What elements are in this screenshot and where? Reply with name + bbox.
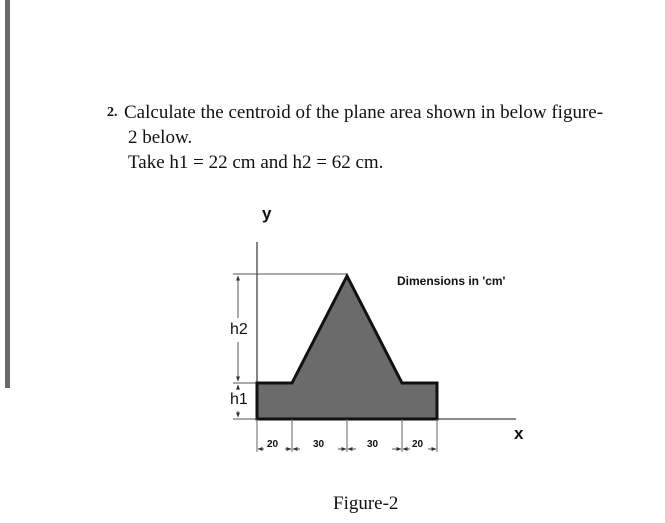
y-axis-label: y	[262, 204, 272, 223]
dim-20-left: 20	[267, 439, 279, 450]
dim-30-left: 30	[313, 439, 325, 450]
h1-label: h1	[230, 391, 248, 408]
question-line-2: 2 below.	[128, 127, 193, 148]
question-line-3: Take h1 = 22 cm and h2 = 62 cm.	[128, 152, 384, 173]
question-line-1: Calculate the centroid of the plane area shown in below figure-	[124, 102, 604, 123]
x-axis-label: x	[514, 424, 524, 443]
dim-20-right: 20	[412, 439, 424, 450]
units-note: Dimensions in 'cm'	[397, 274, 506, 288]
dim-30-right: 30	[367, 439, 379, 450]
h2-label: h2	[230, 321, 248, 338]
figure-caption: Figure-2	[333, 493, 399, 514]
question-number: 2.	[107, 105, 118, 120]
plane-area-shape	[257, 276, 437, 419]
